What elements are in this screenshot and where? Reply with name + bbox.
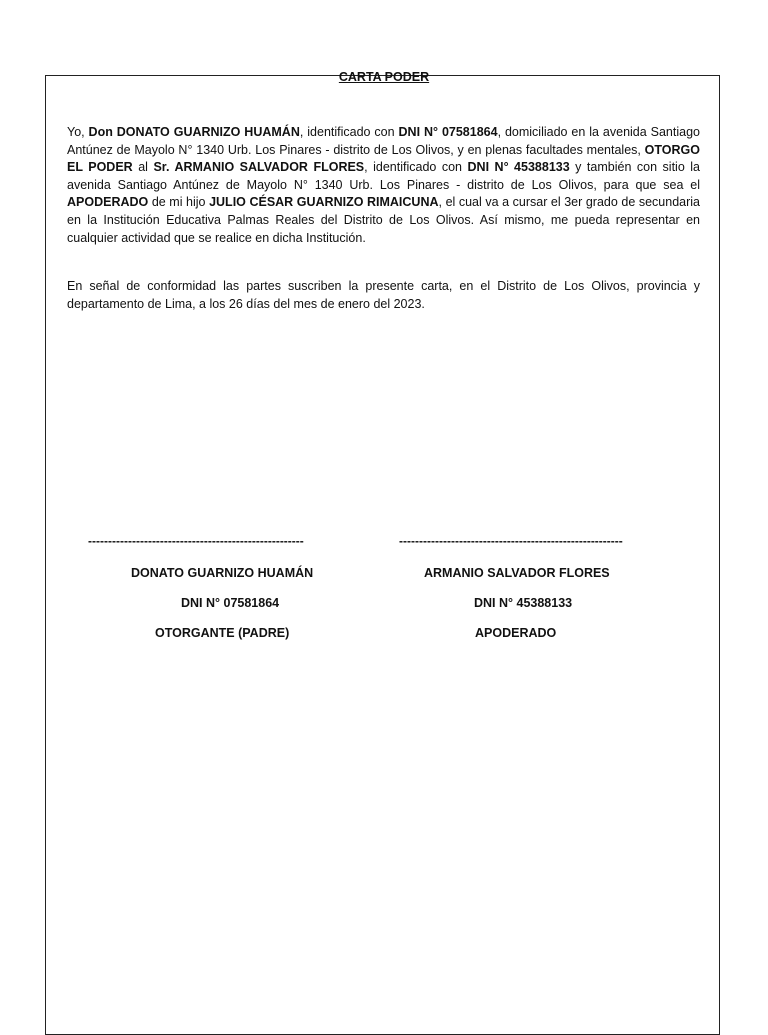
body-text-run: , identificado con	[364, 160, 468, 175]
emphasis-text: DNI N° 07581864	[398, 125, 498, 139]
body-text-run: , identificado con	[299, 125, 399, 139]
body-text-run: , domiciliado en la avenida Santiago Antúnez de Mayolo N° 1340 Urb. Los Pinares - distrito de Los Olivos, y en plenas facultades mentales,	[67, 125, 700, 157]
body-text-run: , el cual va a cursar el 3er grado de secundaria en la Institución Educativa Palmas Reales del Distrito de Los Olivos. Así mismo, me pueda representar en cualquier actividad que se realice en dicha Institución.	[67, 195, 700, 245]
emphasis-text: JULIO CÉSAR GUARNIZO RIMAICUNA	[209, 195, 439, 210]
apoderado-name: ARMANIO SALVADOR FLORES	[424, 566, 610, 580]
document-title: CARTA PODER	[338, 70, 430, 84]
otorgante-role: OTORGANTE (PADRE)	[155, 626, 290, 640]
emphasis-text: OTORGO EL PODER	[67, 142, 700, 175]
emphasis-text: APODERADO	[67, 195, 149, 210]
body-text-run: y también con sitio la avenida Santiago Antúnez de Mayolo N° 1340 Urb. Los Pinares - distrito de Los Olivos, para que sea el	[67, 160, 701, 192]
body-text-run: Yo,	[67, 125, 89, 139]
otorgante-name: DONATO GUARNIZO HUAMÁN	[131, 566, 314, 580]
emphasis-text: Sr. ARMANIO SALVADOR FLORES	[153, 160, 365, 175]
paragraph-poder	[67, 124, 700, 247]
otorgante-dni: DNI N° 07581864	[181, 596, 280, 610]
signature-line-apoderado: --------------------------------------------------------	[399, 534, 623, 548]
emphasis-text: Don DONATO GUARNIZO HUAMÁN	[88, 125, 300, 139]
paragraph-conformidad: En señal de conformidad las partes suscriben la presente carta, en el Distrito de Los Olivos, provincia y departamento de Lima, a los 26 días del mes de enero del 2023.	[67, 279, 700, 311]
signature-line-otorgante: ------------------------------------------------------	[88, 534, 304, 548]
apoderado-dni: DNI N° 45388133	[474, 596, 573, 610]
body-text-run: al	[132, 160, 154, 175]
apoderado-role: APODERADO	[475, 626, 557, 640]
emphasis-text: DNI N° 45388133	[467, 160, 570, 175]
body-text-run: de mi hijo	[148, 195, 210, 210]
